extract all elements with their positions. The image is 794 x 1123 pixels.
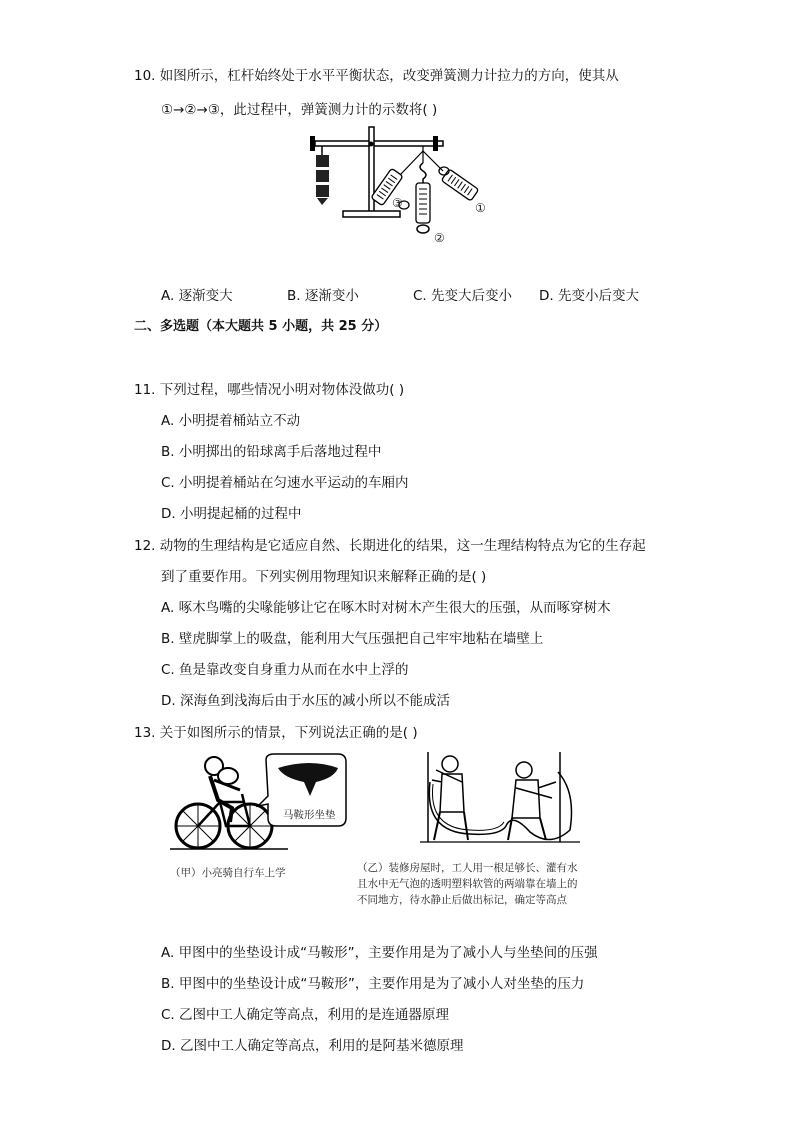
figure-label-3: ③ <box>392 196 403 210</box>
q10-option-a: A. 逐渐变大 <box>161 288 233 304</box>
q13-stem: 13. 关于如图所示的情景，下列说法正确的是( ) <box>134 725 418 741</box>
q13-option-d: D. 乙图中工人确定等高点，利用的是阿基米德原理 <box>161 1038 464 1054</box>
q11-option-a: A. 小明提着桶站立不动 <box>161 413 301 429</box>
q13-option-b: B. 甲图中的坐垫设计成“马鞍形”，主要作用是为了减小人对坐垫的压力 <box>161 976 585 992</box>
q13-option-a: A. 甲图中的坐垫设计成“马鞍形”，主要作用是为了减小人与坐垫间的压强 <box>161 945 598 961</box>
q11-stem: 11. 下列过程，哪些情况小明对物体没做功( ) <box>134 382 405 398</box>
q11-option-b: B. 小明掷出的铅球离手后落地过程中 <box>161 444 382 460</box>
caption-jia: （甲）小亮骑自行车上学 <box>170 867 286 879</box>
q12-stem-line2: 到了重要作用。下列实例用物理知识来解释正确的是( ) <box>161 569 487 585</box>
q12-option-b: B. 壁虎脚掌上的吸盘，能利用大气压强把自己牢牢地粘在墙壁上 <box>161 631 544 647</box>
q11-option-d: D. 小明提起桶的过程中 <box>161 506 302 522</box>
q10-option-b: B. 逐渐变小 <box>287 288 359 304</box>
lever-figure <box>305 125 505 250</box>
caption-yi-line3: 不同地方，待水静止后做出标记，确定等高点 <box>357 894 567 906</box>
q12-option-a: A. 啄木鸟嘴的尖喙能够让它在啄木时对树木产生很大的压强，从而啄穿树木 <box>161 600 611 616</box>
q12-option-d: D. 深海鱼到浅海后由于水压的减小所以不能成活 <box>161 693 450 709</box>
workers-figure <box>420 752 620 852</box>
q12-option-c: C. 鱼是靠改变自身重力从而在水中上浮的 <box>161 662 409 678</box>
q10-option-d: D. 先变小后变大 <box>539 288 639 304</box>
caption-yi-line1: （乙）装修房屋时，工人用一根足够长、灌有水 <box>357 862 578 874</box>
q10-stem-line1: 10. 如图所示，杠杆始终处于水平平衡状态，改变弹簧测力计拉力的方向，使其从 <box>134 68 619 84</box>
q10-stem-line2: ①→②→③，此过程中，弹簧测力计的示数将( ) <box>161 102 438 118</box>
q11-option-c: C. 小明提着桶站在匀速水平运动的车厢内 <box>161 475 409 491</box>
q10-option-c: C. 先变大后变小 <box>413 288 513 304</box>
caption-yi-line2: 且水中无气泡的透明塑料软管的两端靠在墙上的 <box>357 878 578 890</box>
section-title: 二、多选题（本大题共 5 小题，共 25 分） <box>134 319 388 334</box>
bicycle-figure <box>170 752 350 862</box>
bubble-label: 马鞍形坐垫 <box>283 809 336 821</box>
q12-stem-line1: 12. 动物的生理结构是它适应自然、长期进化的结果，这一生理结构特点为它的生存起 <box>134 538 646 554</box>
q13-option-c: C. 乙图中工人确定等高点，利用的是连通器原理 <box>161 1007 450 1023</box>
figure-label-1: ① <box>475 201 486 215</box>
figure-label-2: ② <box>434 231 445 245</box>
